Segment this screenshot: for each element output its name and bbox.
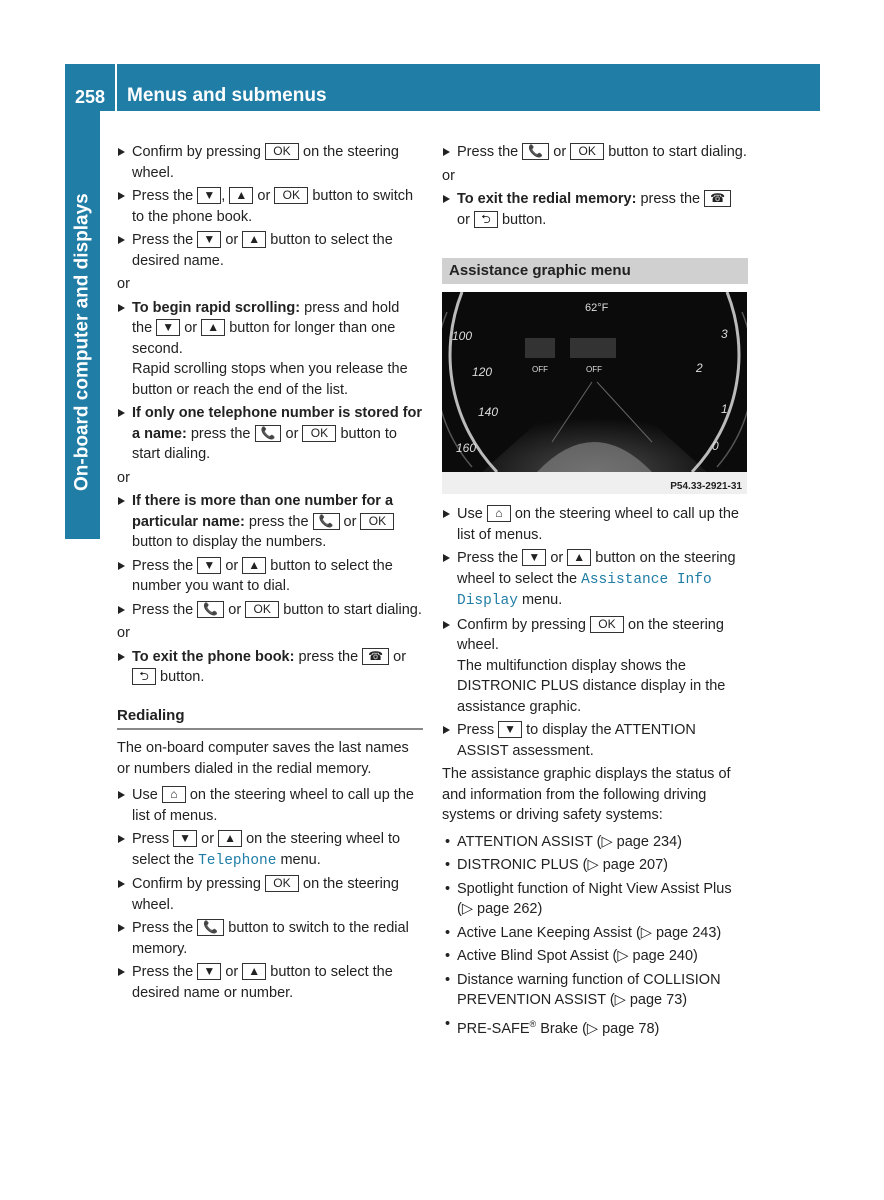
phone-icon: 📞 (522, 143, 549, 160)
step-item: Press the ▼ or ▲ button to select the desired name or number. (117, 962, 423, 1003)
or-separator: or (117, 276, 130, 292)
ok-key: OK (265, 143, 299, 160)
step-item: If only one telephone number is stored for a name: press the 📞 or OK button to start dialing. (117, 403, 423, 465)
step-item: Press the 📞 or OK button to start dialing. (117, 600, 423, 621)
list-item: • ATTENTION ASSIST (▷ page 234) (442, 832, 748, 853)
distance-status: OFF (586, 365, 602, 374)
home-icon: ⌂ (487, 505, 511, 522)
speed-tick: 160 (456, 441, 477, 455)
or-separator: or (117, 469, 130, 486)
hang-up-icon: ☎ (704, 190, 731, 207)
outside-temperature: 62°F (585, 302, 609, 314)
down-key: ▼ (197, 187, 221, 204)
step-item: Press the 📞 or OK button to start dialing. (442, 142, 748, 163)
step-item: Press the ▼ or ▲ button to select the number you want to dial. (117, 556, 423, 597)
step-item: Use ⌂ on the steering wheel to call up the list of menus. (117, 785, 423, 826)
ok-key: OK (302, 425, 336, 442)
up-key: ▲ (567, 549, 591, 566)
step-item: Confirm by pressing OK on the steering wheel. (117, 142, 423, 183)
speed-tick: 140 (478, 405, 499, 419)
step-item: To exit the phone book: press the ☎ or ⮌ button. (117, 647, 423, 688)
step-item: Press ▼ or ▲ on the steering wheel to select the Telephone menu. (117, 829, 423, 871)
down-key: ▼ (173, 830, 197, 847)
rpm-tick: 0 (712, 439, 719, 453)
step-item: If there is more than one number for a particular name: press the 📞 or OK button to display the numbers. (117, 491, 423, 553)
ok-key: OK (274, 187, 308, 204)
list-item: • Active Blind Spot Assist (▷ page 240) (442, 946, 748, 967)
list-item: • DISTRONIC PLUS (▷ page 207) (442, 855, 748, 876)
step-note: The multifunction display shows the DISTRONIC PLUS distance display in the assistance graphic. (457, 657, 726, 715)
step-item: Confirm by pressing OK on the steering wheel. (117, 874, 423, 915)
cruise-status: OFF (532, 365, 548, 374)
ok-key: OK (590, 616, 624, 633)
down-key: ▼ (522, 549, 546, 566)
instrument-cluster-image (442, 292, 747, 494)
back-icon: ⮌ (474, 211, 498, 228)
redial-paragraph: The on-board computer saves the last names or numbers dialed in the redial memory. (117, 740, 409, 777)
phone-icon: 📞 (197, 919, 224, 936)
up-key: ▲ (229, 187, 253, 204)
redialing-heading: Redialing (117, 706, 423, 731)
step-note: Rapid scrolling stops when you release the button or reach the end of the list. (132, 361, 408, 398)
down-key: ▼ (498, 721, 522, 738)
left-column (117, 142, 423, 1006)
list-item: • Distance warning function of COLLISION PREVENTION ASSIST (▷ page 73) (442, 970, 748, 1011)
down-key: ▼ (197, 231, 221, 248)
list-item: • Spotlight function of Night View Assist Plus (▷ page 262) (442, 879, 748, 920)
assistance-heading: Assistance graphic menu (442, 258, 748, 284)
right-column (442, 142, 748, 1042)
up-key: ▲ (201, 319, 225, 336)
up-key: ▲ (242, 963, 266, 980)
page-number: 258 (75, 87, 106, 107)
section-title: Menus and submenus (127, 85, 327, 106)
home-icon: ⌂ (162, 786, 186, 803)
ok-key: OK (570, 143, 604, 160)
list-item: • Active Lane Keeping Assist (▷ page 243) (442, 923, 748, 944)
side-tab-label: On-board computer and displays (71, 193, 93, 491)
menu-name: Assistance Info Display (457, 571, 712, 609)
ok-key: OK (360, 513, 394, 530)
step-item: Confirm by pressing OK on the steering wheel. The multifunction display shows the DISTRONIC PLUS distance display in the assistance graphic. (442, 615, 748, 718)
step-item: Press the ▼ or ▲ button on the steering wheel to select the Assistance Info Display menu. (442, 548, 748, 612)
down-key: ▼ (197, 557, 221, 574)
step-item: Press ▼ to display the ATTENTION ASSIST assessment. (442, 720, 748, 761)
back-icon: ⮌ (132, 668, 156, 685)
or-separator: or (117, 625, 130, 641)
phone-icon: 📞 (313, 513, 340, 530)
page-header (65, 64, 820, 111)
step-item: Press the 📞 button to switch to the redial memory. (117, 918, 423, 959)
ok-key: OK (245, 601, 279, 618)
up-key: ▲ (242, 231, 266, 248)
menu-name: Telephone (198, 852, 277, 869)
systems-paragraph: The assistance graphic displays the status of and information from the following driving systems or driving safety systems: (442, 766, 731, 823)
phone-icon: 📞 (197, 601, 224, 618)
rpm-tick: 2 (696, 361, 703, 375)
down-key: ▼ (197, 963, 221, 980)
rpm-tick: 1 (721, 402, 728, 416)
step-item: To begin rapid scrolling: press and hold the ▼ or ▲ button for longer than one second. Rapid scrolling stops when you release the button or reach the end of the list. (117, 298, 423, 401)
hang-up-icon: ☎ (362, 648, 389, 665)
speed-tick: 120 (472, 365, 493, 379)
ok-key: OK (265, 875, 299, 892)
speed-tick: 100 (452, 329, 473, 343)
rpm-tick: 3 (721, 327, 728, 341)
step-item: To exit the redial memory: press the ☎ or ⮌ button. (442, 189, 748, 230)
list-item: • PRE-SAFE® Brake (▷ page 78) (442, 1014, 748, 1039)
down-key: ▼ (156, 319, 180, 336)
or-separator: or (442, 167, 455, 184)
up-key: ▲ (218, 830, 242, 847)
step-item: Press the ▼ or ▲ button to select the desired name. (117, 230, 423, 271)
up-key: ▲ (242, 557, 266, 574)
phone-icon: 📞 (255, 425, 282, 442)
step-item: Press the ▼ , ▲ or OK button to switch to the phone book. (117, 186, 423, 227)
step-item: Use ⌂ on the steering wheel to call up the list of menus. (442, 504, 748, 545)
header-divider (115, 64, 117, 111)
image-caption: P54.33-2921-31 (442, 472, 747, 494)
